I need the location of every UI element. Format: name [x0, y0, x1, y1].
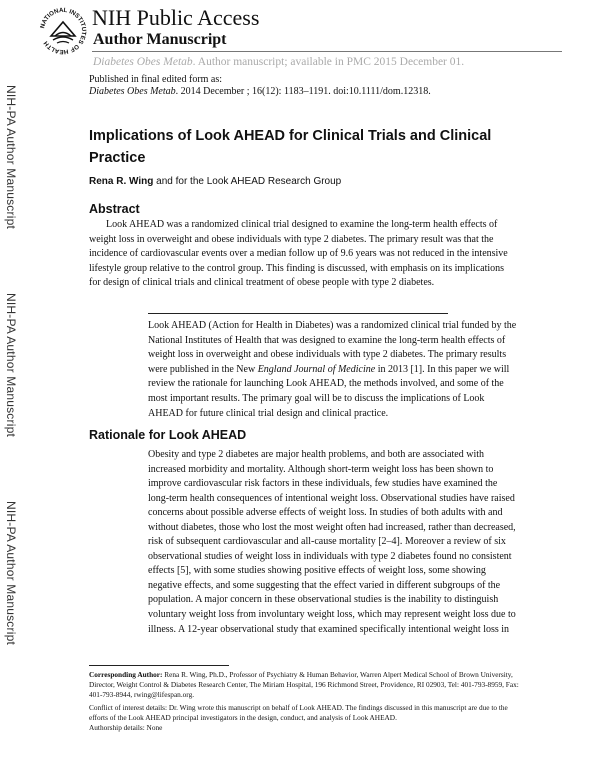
- footnote-divider: [89, 665, 229, 666]
- availability-journal: Diabetes Obes Metab: [93, 56, 193, 68]
- published-label: Published in final edited form as:: [89, 74, 223, 85]
- conflict-of-interest-note: Conflict of interest details: Dr. Wing wrote this manuscript on behalf of Look AHEAD. The findings discussed in this manuscript are due to the efforts of the Look AHEAD principal investigators in the design, conduct, and analysis of Look AHEAD.: [89, 703, 508, 722]
- intro-paragraph: Look AHEAD (Action for Health in Diabetes) was a randomized clinical trial funded by the National Institutes of Health that was designed to examine the long-term health effects of weight loss in overweight and obese individuals with type 2 diabetes. The primary results were published in the New England Journal of Medicine in 2013 [1]. In this paper we will review the rationale for launching Look AHEAD, the methods involved, and some of the most important results. The primary goal will be to discuss the implications of Look AHEAD for future clinical trial design and clinical practice.: [148, 320, 517, 419]
- article-title: Implications of Look AHEAD for Clinical Trials and Clinical Practice: [89, 128, 492, 166]
- author-name: Rena R. Wing: [89, 176, 154, 187]
- rationale-heading: Rationale for Look AHEAD: [89, 428, 247, 442]
- header-divider: [92, 51, 562, 52]
- side-label-top: NIH-PA Author Manuscript: [4, 85, 18, 229]
- rationale-paragraph: Obesity and type 2 diabetes are major health problems, and both are associated with increased morbidity and mortality. Although short-term weight loss has been shown to improve cardiovascular risk factors in these individuals, few studies have examined the long-term health consequences of intentional weight loss. Observational studies have raised concerns about possible adverse effects of weight loss. In studies of both adults with and without diabetes, those who lost the most weight often had increased, rather than decreased, risk of subsequent cardiovascular and all-cause mortality [2–4]. Moreover a review of six observational studies of weight loss in individuals with type 2 diabetes found no consistent effects [5], with some studies showing positive effects of weight loss, some showing negative effects, and some suggesting that the effect varied in different subgroups of the population. A major concern in these observational studies is the inability to distinguish voluntary weight loss from involuntary weight loss, which may represent weight loss due to illness. A 12-year observational study that examined specifically intentional weight loss in: [148, 449, 516, 635]
- abstract-divider: [148, 313, 448, 314]
- citation-details: . 2014 December ; 16(12): 1183–1191. doi:10.1111/dom.12318.: [175, 86, 431, 97]
- journal-name: England Journal of Medicine: [257, 363, 376, 375]
- additional-footnotes: [89, 703, 519, 733]
- corresponding-label: Corresponding Author:: [89, 670, 163, 679]
- author-group: and for the Look AHEAD Research Group: [153, 176, 342, 187]
- availability-text: . Author manuscript; available in PMC 2015 December 01.: [192, 56, 465, 68]
- availability-note: [93, 56, 464, 68]
- svg-text:NATIONAL INSTITUTES OF HEALTH: NATIONAL INSTITUTES OF HEALTH: [39, 6, 88, 56]
- nih-logo: [38, 6, 88, 56]
- citation: [89, 86, 431, 97]
- corresponding-author-note: Corresponding Author: Rena R. Wing, Ph.D., Professor of Psychiatry & Human Behavior, Warren Alpert Medical School of Brown University, Director, Weight Control & Diabetes Research Center, The Miriam Hospital, 196 Richmond Street, Providence, RI 02903, Tel: 401-793-8959, Fax: 401-793-8944, rwing@lifespan.org.: [89, 670, 519, 699]
- citation-journal: Diabetes Obes Metab: [89, 86, 176, 97]
- side-label-bottom: NIH-PA Author Manuscript: [4, 501, 18, 645]
- author-manuscript-label: Author Manuscript: [93, 31, 227, 48]
- abstract-text: Look AHEAD was a randomized clinical trial designed to examine the long-term health effects of weight loss in overweight and obese individuals with type 2 diabetes. The primary result was that the incidence of cardiovascular events over a median follow up of 9.6 years was not reduced in the intensive lifestyle group relative to the control group. This finding is discussed, with emphasis on its implications for design of clinical trials and clinical treatment of obese people with type 2 diabetes.: [89, 219, 508, 289]
- author-line: [89, 176, 341, 187]
- nih-public-access-title: NIH Public Access: [92, 5, 260, 30]
- side-label-middle: NIH-PA Author Manuscript: [4, 293, 18, 437]
- abstract-heading: Abstract: [89, 202, 140, 216]
- authorship-note: Authorship details: None: [89, 723, 163, 732]
